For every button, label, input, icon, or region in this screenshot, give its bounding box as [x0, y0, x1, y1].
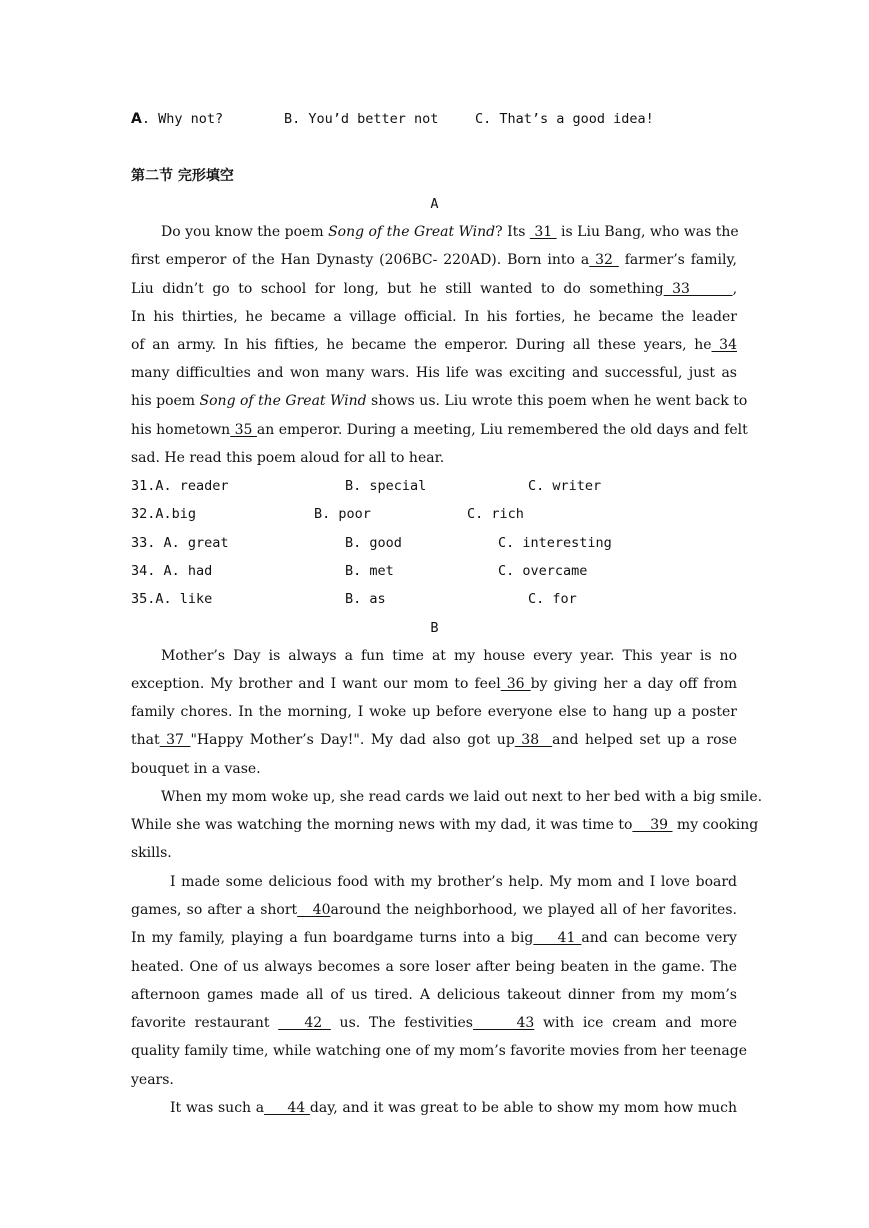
- part-a-line: sad. He read this poem aloud for all to hear.: [131, 450, 445, 466]
- option-a: 31.A. reader: [131, 478, 229, 494]
- part-a-line: his hometown 35 an emperor. During a meeting, Liu remembered the old days and felt: [131, 422, 748, 438]
- section-title: 第二节 完形填空: [131, 168, 234, 184]
- blank-34: 34: [711, 337, 737, 353]
- part-b-line: skills.: [131, 845, 172, 861]
- part-b-line: exception. My brother and I want our mom to feel 36 by giving her a day off from: [131, 676, 738, 692]
- option-a: . Why not?: [141, 111, 224, 127]
- option-b: B. poor: [314, 506, 371, 522]
- option-b: B. special: [345, 478, 427, 494]
- option-a: 33. A. great: [131, 535, 229, 551]
- part-b-line: Mother’s Day is always a fun time at my house every year. This year is no: [161, 648, 737, 664]
- part-b-line: In my family, playing a fun boardgame turns into a big 41 and can become very: [131, 930, 737, 946]
- question-row: [131, 588, 737, 610]
- option-a: 35.A. like: [131, 591, 213, 607]
- option-b: B. good: [345, 535, 402, 551]
- part-b-line: bouquet in a vase.: [131, 761, 261, 777]
- part-b-line: favorite restaurant 42 us. The festivities 43 with ice cream and more: [131, 1015, 737, 1031]
- part-b-line: I made some delicious food with my brother’s help. My mom and I love board: [170, 874, 737, 890]
- blank-41: 41: [533, 930, 582, 946]
- blank-38: 38: [514, 732, 553, 748]
- part-a-line: Do you know the poem Song of the Great Wind? Its 31 is Liu Bang, who was the: [161, 224, 739, 240]
- option-c: C. interesting: [498, 535, 612, 551]
- part-a-label: A: [430, 196, 439, 212]
- option-a: 34. A. had: [131, 563, 213, 579]
- part-b-line: family chores. In the morning, I woke up before everyone else to hang up a poster: [131, 704, 737, 720]
- option-b: B. You’d better not: [284, 111, 439, 127]
- blank-44: 44: [264, 1100, 310, 1116]
- part-b-line: heated. One of us always becomes a sore loser after being beaten in the game. The: [131, 959, 737, 975]
- blank-31: 31: [529, 224, 557, 240]
- option-b: B. as: [345, 591, 386, 607]
- blank-40: 40: [297, 902, 331, 918]
- part-b-line: games, so after a short 40around the neighborhood, we played all of her favorites.: [131, 902, 737, 918]
- question-row: [131, 503, 737, 525]
- question-row: [131, 532, 737, 554]
- option-a: 32.A.big: [131, 506, 197, 522]
- blank-32: 32: [589, 252, 619, 268]
- part-b-label: B: [430, 620, 439, 636]
- option-c: C. for: [528, 591, 577, 607]
- blank-35: 35: [230, 422, 257, 438]
- previous-question-options: [131, 108, 737, 130]
- part-b-line: It was such a 44 day, and it was great to be able to show my mom how much: [170, 1100, 737, 1116]
- part-b-line: quality family time, while watching one of my mom’s favorite movies from her teenage: [131, 1043, 747, 1059]
- part-a-line: Liu didn’t go to school for long, but he still wanted to do something 33 ,: [131, 281, 738, 297]
- option-a-letter: A: [131, 111, 142, 127]
- part-b-line: years.: [131, 1072, 174, 1088]
- option-b: B. met: [345, 563, 394, 579]
- option-c: C. That’s a good idea!: [475, 111, 654, 127]
- part-a-line: of an army. In his fifties, he became the emperor. During all these years, he 34: [131, 337, 737, 353]
- blank-36: 36: [500, 676, 531, 692]
- part-b-line: When my mom woke up, she read cards we laid out next to her bed with a big smile.: [161, 789, 763, 805]
- blank-37: 37: [159, 732, 191, 748]
- part-a-line: his poem Song of the Great Wind shows us. Liu wrote this poem when he went back to: [131, 393, 748, 409]
- part-b-line: afternoon games made all of us tired. A delicious takeout dinner from my mom’s: [131, 987, 737, 1003]
- part-a-line: many difficulties and won many wars. His life was exciting and successful, just as: [131, 365, 737, 381]
- blank-33: 33: [663, 281, 733, 297]
- question-row: [131, 560, 737, 582]
- part-a-line: first emperor of the Han Dynasty (206BC- 220AD). Born into a 32 farmer’s family,: [131, 252, 737, 268]
- question-row: [131, 475, 737, 497]
- blank-39: 39: [632, 817, 673, 833]
- part-a-line: In his thirties, he became a village official. In his forties, he became the leader: [131, 309, 737, 325]
- option-c: C. overcame: [498, 563, 588, 579]
- option-c: C. writer: [528, 478, 602, 494]
- blank-43: 43: [472, 1015, 535, 1031]
- blank-42: 42: [278, 1015, 331, 1031]
- option-c: C. rich: [467, 506, 524, 522]
- part-b-line: While she was watching the morning news with my dad, it was time to 39 my cooking: [131, 817, 759, 833]
- part-b-line: that 37 "Happy Mother’s Day!". My dad also got up 38 and helped set up a rose: [131, 732, 737, 748]
